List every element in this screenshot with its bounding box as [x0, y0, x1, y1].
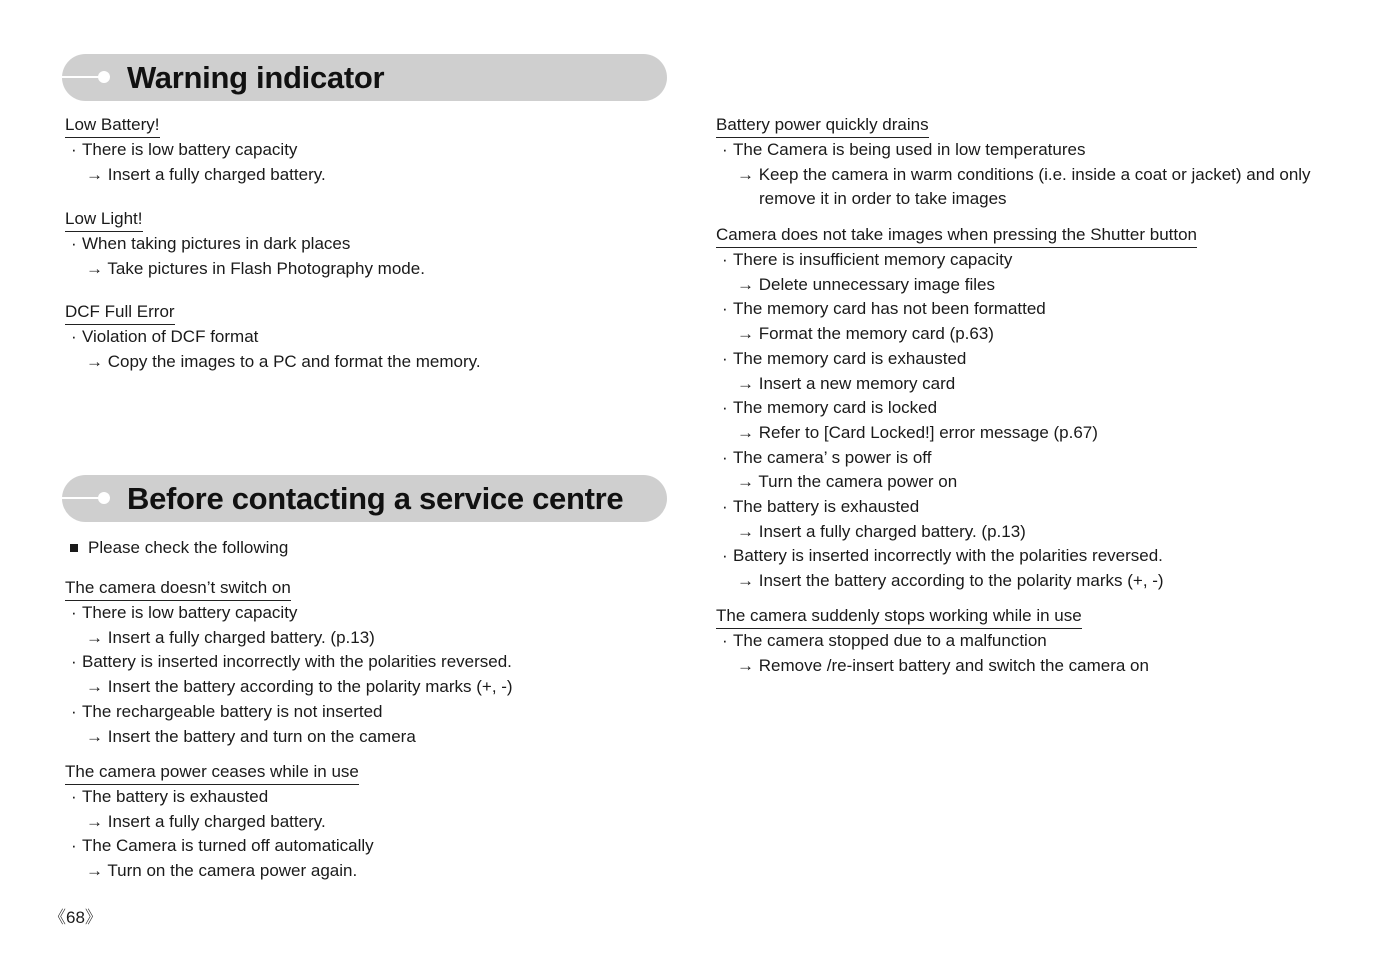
bullet-text: The Camera is being used in low temperatures: [733, 140, 1086, 159]
low-battery-section: [65, 115, 326, 187]
action-item: → Insert the battery according to the polarity marks (+, -): [737, 571, 1164, 591]
bullet-text: There is insufficient memory capacity: [733, 250, 1013, 269]
bullet-text: The memory card is locked: [733, 398, 938, 418]
check-note: [65, 538, 288, 558]
stops-working-section: [716, 606, 1149, 678]
section-heading: Battery power quickly drains: [716, 115, 929, 138]
action-item: → Refer to [Card Locked!] error message (p.67): [737, 422, 1098, 442]
power-ceases-section: [65, 762, 374, 884]
dcf-full-error-section: [65, 302, 481, 374]
action-item: → Turn the camera power on: [737, 472, 958, 492]
list-item: · Battery is inserted incorrectly with the polarities reversed.: [722, 546, 1163, 566]
action-item: → Delete unnecessary image files: [737, 274, 995, 294]
warning-indicator-title: Warning indicator: [127, 60, 385, 95]
bullet-text: The camera stopped due to a malfunction: [733, 631, 1047, 650]
list-item: · The memory card is locked: [722, 398, 938, 418]
list-item: · There is low battery capacity: [71, 603, 298, 622]
section-heading: The camera suddenly stops working while in use: [716, 606, 1082, 629]
list-item: · The camera stopped due to a malfunction: [722, 631, 1047, 650]
bullet-text: The Camera is turned off automatically: [82, 836, 374, 856]
list-item: · The battery is exhausted: [71, 787, 269, 806]
list-item: · The battery is exhausted: [722, 497, 920, 517]
bullet-text: The battery is exhausted: [82, 787, 269, 806]
bullet-text: The memory card has not been formatted: [733, 299, 1046, 319]
banner-dot-decoration: [98, 492, 110, 504]
action-item: → Insert a fully charged battery.: [86, 164, 326, 184]
bullet-text: When taking pictures in dark places: [82, 234, 351, 253]
section-heading: DCF Full Error: [65, 302, 175, 325]
list-item: · The rechargeable battery is not inserted: [71, 701, 383, 721]
action-item: → Insert the battery and turn on the camera: [86, 726, 416, 746]
check-note-text: Please check the following: [88, 538, 289, 557]
banner-dot-decoration: [98, 71, 110, 83]
action-item: → Insert the battery according to the polarity marks (+, -): [86, 677, 513, 697]
action-item: → Insert a new memory card: [737, 373, 956, 393]
banner-line-decoration: [62, 76, 100, 78]
list-item: · The camera’ s power is off: [722, 447, 932, 467]
action-item: → Insert a fully charged battery. (p.13): [737, 521, 1026, 541]
bullet-text: Battery is inserted incorrectly with the polarities reversed.: [733, 546, 1163, 566]
list-item: · Battery is inserted incorrectly with the polarities reversed.: [71, 652, 512, 672]
warning-indicator-banner: [62, 54, 667, 101]
list-item: · Violation of DCF format: [71, 327, 259, 346]
list-item: · The Camera is being used in low temperatures: [722, 140, 1086, 159]
section-heading: Low Battery!: [65, 115, 160, 138]
list-item: · When taking pictures in dark places: [71, 234, 351, 253]
list-item: · The Camera is turned off automatically: [71, 836, 374, 856]
section-heading: Camera does not take images when pressing the Shutter button: [716, 225, 1197, 248]
bullet-text: The memory card is exhausted: [733, 348, 967, 368]
bullet-text: Violation of DCF format: [82, 327, 259, 346]
action-item: → Keep the camera in warm conditions (i.e. inside a coat or jacket) and only: [737, 164, 1311, 184]
service-centre-title: Before contacting a service centre: [127, 481, 624, 516]
switch-on-section: [65, 578, 513, 749]
low-light-section: [65, 209, 425, 281]
action-item: → Turn on the camera power again.: [86, 861, 358, 881]
banner-line-decoration: [62, 497, 100, 499]
bullet-text: The rechargeable battery is not inserted: [82, 701, 383, 721]
section-heading: The camera power ceases while in use: [65, 762, 359, 785]
bullet-text: The battery is exhausted: [733, 497, 920, 517]
bullet-text: The camera’ s power is off: [733, 447, 932, 467]
list-item: · There is insufficient memory capacity: [722, 250, 1013, 269]
list-item: · The memory card is exhausted: [722, 348, 967, 368]
section-heading: The camera doesn’t switch on: [65, 578, 291, 601]
action-item-continued: remove it in order to take images: [759, 189, 1007, 209]
battery-drains-section: [716, 115, 1311, 212]
page-number: 《68》: [49, 908, 102, 927]
action-item: → Copy the images to a PC and format the memory.: [86, 351, 481, 371]
section-heading: Low Light!: [65, 209, 143, 232]
bullet-text: Battery is inserted incorrectly with the polarities reversed.: [82, 652, 512, 672]
square-bullet-icon: [70, 544, 78, 552]
service-centre-banner: [62, 475, 667, 522]
action-item: → Insert a fully charged battery.: [86, 811, 326, 831]
bullet-text: There is low battery capacity: [82, 603, 298, 622]
list-item: · The memory card has not been formatted: [722, 299, 1046, 319]
action-item: → Insert a fully charged battery. (p.13): [86, 627, 375, 647]
list-item: · There is low battery capacity: [71, 140, 298, 159]
action-item: → Format the memory card (p.63): [737, 324, 994, 344]
action-item: → Take pictures in Flash Photography mode.: [86, 258, 425, 278]
no-images-section: [716, 225, 1197, 594]
bullet-text: There is low battery capacity: [82, 140, 298, 159]
action-item: → Remove /re-insert battery and switch the camera on: [737, 655, 1149, 675]
